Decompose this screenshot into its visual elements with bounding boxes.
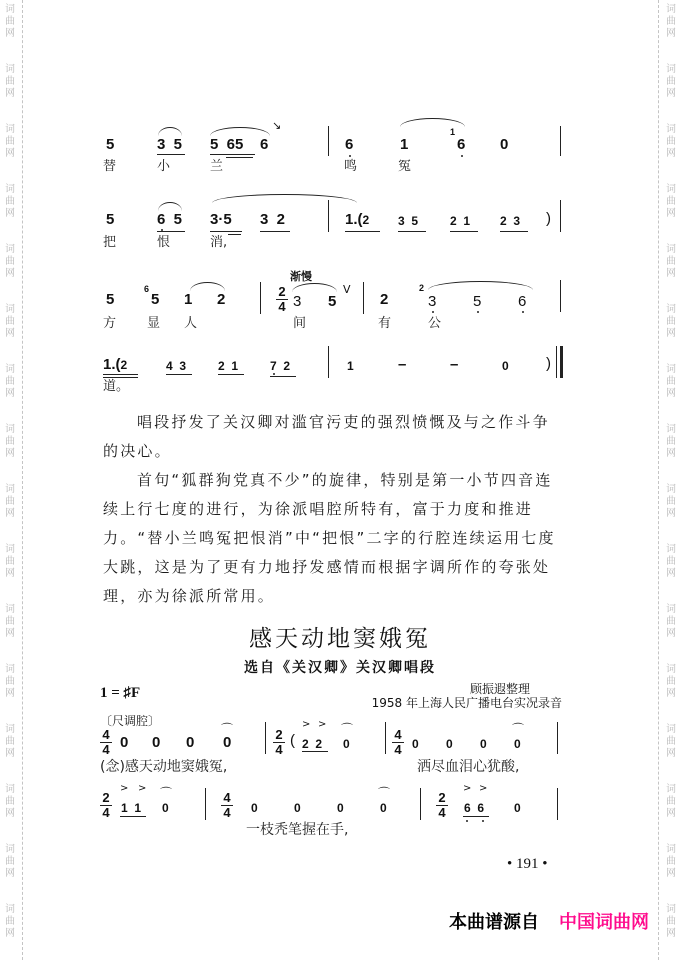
watermark-char: 词: [666, 604, 676, 615]
lyric: 冤: [398, 159, 412, 174]
time-signature: 2 4: [436, 792, 448, 819]
watermark-char: 曲: [5, 556, 15, 567]
note: 1 1: [121, 801, 142, 815]
watermark-char: 词: [666, 664, 676, 675]
key-signature: 1 = ♯F: [100, 685, 141, 701]
note: 1.(2: [103, 356, 128, 373]
watermark-char: 词: [5, 244, 15, 255]
note: 3 2: [260, 211, 286, 228]
song-subtitle: 选自《关汉卿》关汉卿唱段: [244, 660, 436, 676]
note: 5: [106, 291, 115, 308]
watermark-char: 曲: [5, 856, 15, 867]
lyric: 有: [378, 316, 392, 331]
watermark-char: 词: [5, 664, 15, 675]
underline: [398, 231, 426, 232]
watermark-char: 网: [5, 388, 15, 399]
close-paren: ): [546, 355, 551, 372]
watermark-char: 词: [5, 544, 15, 555]
note: 0: [120, 734, 129, 751]
watermark-char: 词: [5, 304, 15, 315]
bar-line: [205, 788, 206, 820]
lyric: 一枝秃笔握在手,: [246, 822, 349, 838]
note: 0: [514, 801, 521, 815]
note: 7 2: [270, 359, 291, 373]
source-site-link[interactable]: 中国词曲网: [559, 912, 649, 933]
lyric: 把: [103, 235, 117, 250]
note: 5: [151, 291, 160, 308]
underline: [210, 154, 255, 155]
watermark-char: 网: [5, 568, 15, 579]
time-signature: 4 4: [100, 729, 112, 756]
bar-line: [557, 722, 558, 754]
watermark-char: 曲: [666, 76, 676, 87]
note: 2: [380, 291, 389, 308]
watermark-char: 网: [666, 448, 676, 459]
watermark-char: 词: [5, 124, 15, 135]
watermark-char: 词: [5, 64, 15, 75]
watermark-char: 曲: [666, 376, 676, 387]
note: 3: [428, 293, 437, 310]
watermark-char: 网: [5, 868, 15, 879]
fermata-icon: ⌒: [160, 786, 173, 800]
recording-credit: 1958 年上海人民广播电台实况录音: [371, 696, 562, 710]
watermark-char: 网: [5, 448, 15, 459]
slur: [400, 118, 465, 127]
watermark-char: 词: [666, 244, 676, 255]
note: 6 5: [157, 211, 183, 228]
note: 0: [337, 801, 344, 815]
lyric: (念)感天动地窦娥冤,: [100, 759, 228, 775]
bar-line: [560, 126, 561, 156]
watermark-char: 词: [666, 64, 676, 75]
underline: [345, 231, 380, 232]
paragraph-1: 唱段抒发了关汉卿对滥官污吏的强烈愤慨及与之作斗争的决心。: [103, 413, 550, 460]
watermark-char: 曲: [5, 16, 15, 27]
low-dot: [461, 155, 463, 157]
note: 2: [217, 291, 226, 308]
bar-line: [328, 126, 329, 156]
watermark-char: 网: [5, 808, 15, 819]
watermark-char: 词: [666, 424, 676, 435]
watermark-char: 网: [666, 88, 676, 99]
watermark-char: 网: [5, 748, 15, 759]
watermark-char: 曲: [5, 496, 15, 507]
fermata-icon: ⌒: [341, 722, 354, 736]
note: 1.(2: [345, 211, 370, 228]
lyric: 人: [184, 316, 198, 331]
watermark-char: 网: [5, 928, 15, 939]
watermark-char: 词: [5, 904, 15, 915]
note: 0: [480, 737, 487, 751]
watermark-char: 词: [5, 784, 15, 795]
bar-line: [363, 282, 364, 314]
note: 0: [502, 359, 509, 373]
note: 0: [223, 734, 232, 751]
watermark-char: 曲: [666, 436, 676, 447]
note: 0: [152, 734, 161, 751]
watermark-char: 词: [666, 364, 676, 375]
slur: [190, 282, 225, 291]
note: 6 6: [464, 801, 485, 815]
grace-note: 2: [419, 283, 425, 293]
lyric: 方: [103, 316, 117, 331]
watermark-char: 网: [666, 568, 676, 579]
note: 1: [347, 359, 354, 373]
note: 5: [328, 293, 337, 310]
lyric: 恨: [157, 235, 171, 250]
note: 6: [260, 136, 269, 153]
underline: [218, 374, 244, 375]
watermark-char: 曲: [5, 916, 15, 927]
watermark-char: 曲: [5, 436, 15, 447]
source-label: 本曲谱源自: [449, 912, 539, 933]
note: 1: [184, 291, 193, 308]
watermark-char: 词: [5, 844, 15, 855]
watermark-char: 曲: [5, 616, 15, 627]
watermark-char: 网: [666, 928, 676, 939]
slur: [158, 127, 182, 136]
watermark-char: 词: [666, 184, 676, 195]
underline: [157, 231, 185, 232]
watermark-char: 网: [5, 208, 15, 219]
glide-mark: ↘: [272, 119, 282, 132]
underline: [226, 157, 253, 158]
watermark-char: 曲: [5, 796, 15, 807]
note: 0: [380, 801, 387, 815]
close-paren: ): [546, 210, 551, 227]
note: 2 1: [450, 214, 471, 228]
watermark-char: 网: [5, 328, 15, 339]
watermark-char: 曲: [5, 736, 15, 747]
lyric: 替: [103, 159, 117, 174]
watermark-char: 网: [666, 808, 676, 819]
bar-line: [560, 280, 561, 312]
slur: [158, 202, 182, 211]
watermark-char: 曲: [5, 196, 15, 207]
low-dot: [477, 311, 479, 313]
note: 2 3: [500, 214, 521, 228]
paragraph-2: 首句“狐群狗党真不少”的旋律，特别是第一小节四音连续上行七度的进行，为徐派唱腔所特有，富于力度和推进力。“替小兰鸣冤把恨消”中“把恨”二字的行腔连续运用七度大跳，这是为了更有力地抒发感情而根据字调所作的夸张处理，亦为徐派所常用。: [103, 471, 556, 605]
underline: [500, 231, 528, 232]
watermark-char: 网: [5, 628, 15, 639]
underline: [450, 231, 478, 232]
bar-line: [328, 346, 329, 378]
underline: [210, 231, 242, 232]
note: 3·5: [210, 211, 232, 228]
note: 2 2: [302, 737, 323, 751]
watermark-char: 词: [666, 724, 676, 735]
song-title: 感天动地窦娥冤: [249, 626, 431, 652]
note: 6: [518, 293, 527, 310]
grace-note: 1: [450, 127, 456, 137]
underline: [260, 231, 290, 232]
lyric: 洒尽血泪心犹酸,: [417, 759, 520, 775]
note: 0: [294, 801, 301, 815]
watermark-char: 曲: [666, 16, 676, 27]
watermark-char: 曲: [666, 556, 676, 567]
note: 6: [457, 136, 466, 153]
note: 0: [514, 737, 521, 751]
watermark-char: 网: [5, 148, 15, 159]
watermark-char: 网: [666, 268, 676, 279]
underline: [103, 374, 138, 375]
fermata-icon: ⌒: [221, 722, 234, 736]
slur: [428, 281, 533, 290]
slur: [212, 194, 357, 203]
watermark-char: 曲: [666, 736, 676, 747]
watermark-char: 曲: [5, 676, 15, 687]
watermark-char: 词: [5, 184, 15, 195]
slur: [292, 283, 337, 292]
tempo-mark: 渐慢: [290, 270, 312, 283]
watermark-char: 网: [666, 28, 676, 39]
note: 0: [446, 737, 453, 751]
note: 2 1: [218, 359, 239, 373]
time-signature: 4 4: [392, 729, 404, 756]
note: 5 65: [210, 136, 244, 153]
open-paren: (: [290, 732, 295, 749]
underline: [228, 234, 241, 235]
low-dot: [432, 311, 434, 313]
watermark-char: 词: [666, 484, 676, 495]
watermark-char: 网: [666, 868, 676, 879]
lyric: 公: [428, 316, 442, 331]
low-dot: [349, 155, 351, 157]
left-margin-watermark: [0, 0, 23, 960]
watermark-char: 网: [5, 88, 15, 99]
watermark-char: 网: [5, 688, 15, 699]
watermark-char: 曲: [666, 136, 676, 147]
time-signature: 4 4: [221, 792, 233, 819]
bar-line: [557, 788, 558, 820]
page-number: • 191 •: [507, 856, 548, 872]
dash: –: [398, 356, 407, 373]
lyric: 显: [147, 316, 161, 331]
watermark-char: 词: [666, 904, 676, 915]
underline: [166, 374, 192, 375]
bar-line: [556, 346, 557, 378]
watermark-char: 网: [666, 748, 676, 759]
watermark-char: 曲: [666, 916, 676, 927]
underline: [103, 377, 138, 378]
breath-mark: V: [343, 283, 351, 296]
watermark-char: 网: [666, 388, 676, 399]
note: 0: [343, 737, 350, 751]
watermark-char: 网: [666, 688, 676, 699]
lyric: 鸣: [344, 159, 358, 174]
watermark-char: 词: [5, 724, 15, 735]
accent-mark: >: [318, 719, 327, 730]
underline: [302, 751, 328, 752]
watermark-char: 曲: [666, 496, 676, 507]
tune-type: 〔尺调腔〕: [100, 714, 161, 728]
accent-mark: >: [463, 783, 472, 794]
note: 4 3: [166, 359, 187, 373]
watermark-char: 曲: [5, 76, 15, 87]
fermata-icon: ⌒: [378, 786, 391, 800]
watermark-char: 曲: [5, 136, 15, 147]
watermark-char: 曲: [666, 256, 676, 267]
watermark-char: 网: [666, 148, 676, 159]
accent-mark: >: [302, 719, 311, 730]
watermark-char: 词: [666, 844, 676, 855]
dash: –: [450, 356, 459, 373]
watermark-char: 词: [666, 544, 676, 555]
lyric: 消,: [210, 235, 228, 250]
underline: [157, 154, 185, 155]
grace-note: 6: [144, 284, 150, 294]
note: 3: [293, 293, 302, 310]
bar-line: [328, 200, 329, 232]
lyric: 道。: [103, 379, 130, 394]
watermark-char: 词: [666, 4, 676, 15]
note: 3 5: [398, 214, 419, 228]
underline: [120, 816, 146, 817]
note: 3 5: [157, 136, 183, 153]
watermark-char: 网: [666, 208, 676, 219]
accent-mark: >: [120, 783, 129, 794]
watermark-char: 词: [5, 364, 15, 375]
lyric: 小: [157, 159, 171, 174]
note: 0: [251, 801, 258, 815]
fermata-icon: ⌒: [512, 722, 525, 736]
underline: [270, 376, 296, 377]
right-margin-watermark: [658, 0, 680, 960]
watermark-char: 曲: [666, 316, 676, 327]
note: 5: [106, 136, 115, 153]
watermark-char: 网: [5, 28, 15, 39]
watermark-char: 曲: [666, 676, 676, 687]
arranger-credit: 顾振遐整理: [469, 682, 530, 696]
note: 6: [345, 136, 354, 153]
watermark-char: 词: [5, 604, 15, 615]
note: 0: [186, 734, 195, 751]
low-dot: [522, 311, 524, 313]
watermark-char: 网: [666, 508, 676, 519]
slur: [210, 127, 270, 136]
watermark-char: 网: [5, 508, 15, 519]
lyric: 间: [293, 316, 307, 331]
final-bar-line: [560, 346, 563, 378]
watermark-char: 网: [5, 268, 15, 279]
accent-mark: >: [479, 783, 488, 794]
bar-line: [420, 788, 421, 820]
low-dot: [273, 373, 275, 375]
accent-mark: >: [138, 783, 147, 794]
watermark-char: 网: [666, 628, 676, 639]
time-signature: 2 4: [276, 286, 288, 313]
watermark-char: 曲: [5, 316, 15, 327]
watermark-char: 词: [666, 124, 676, 135]
watermark-char: 词: [5, 4, 15, 15]
watermark-char: 词: [666, 304, 676, 315]
time-signature: 2 4: [100, 792, 112, 819]
low-dot: [482, 820, 484, 822]
time-signature: 2 4: [273, 729, 285, 756]
low-dot: [466, 820, 468, 822]
watermark-char: 词: [666, 784, 676, 795]
watermark-char: 曲: [666, 856, 676, 867]
watermark-char: 网: [666, 328, 676, 339]
watermark-char: 词: [5, 484, 15, 495]
watermark-char: 曲: [666, 616, 676, 627]
note: 5: [473, 293, 482, 310]
watermark-char: 曲: [666, 196, 676, 207]
watermark-char: 曲: [666, 796, 676, 807]
note: 1: [400, 136, 409, 153]
bar-line: [385, 722, 386, 754]
bar-line: [265, 722, 266, 754]
watermark-char: 词: [5, 424, 15, 435]
note: 0: [412, 737, 419, 751]
lyric: 兰: [210, 159, 224, 174]
bar-line: [260, 282, 261, 314]
underline: [463, 816, 489, 817]
bar-line: [560, 200, 561, 232]
note: 5: [106, 211, 115, 228]
note: 0: [162, 801, 169, 815]
note: 0: [500, 136, 509, 153]
watermark-char: 曲: [5, 256, 15, 267]
watermark-char: 曲: [5, 376, 15, 387]
